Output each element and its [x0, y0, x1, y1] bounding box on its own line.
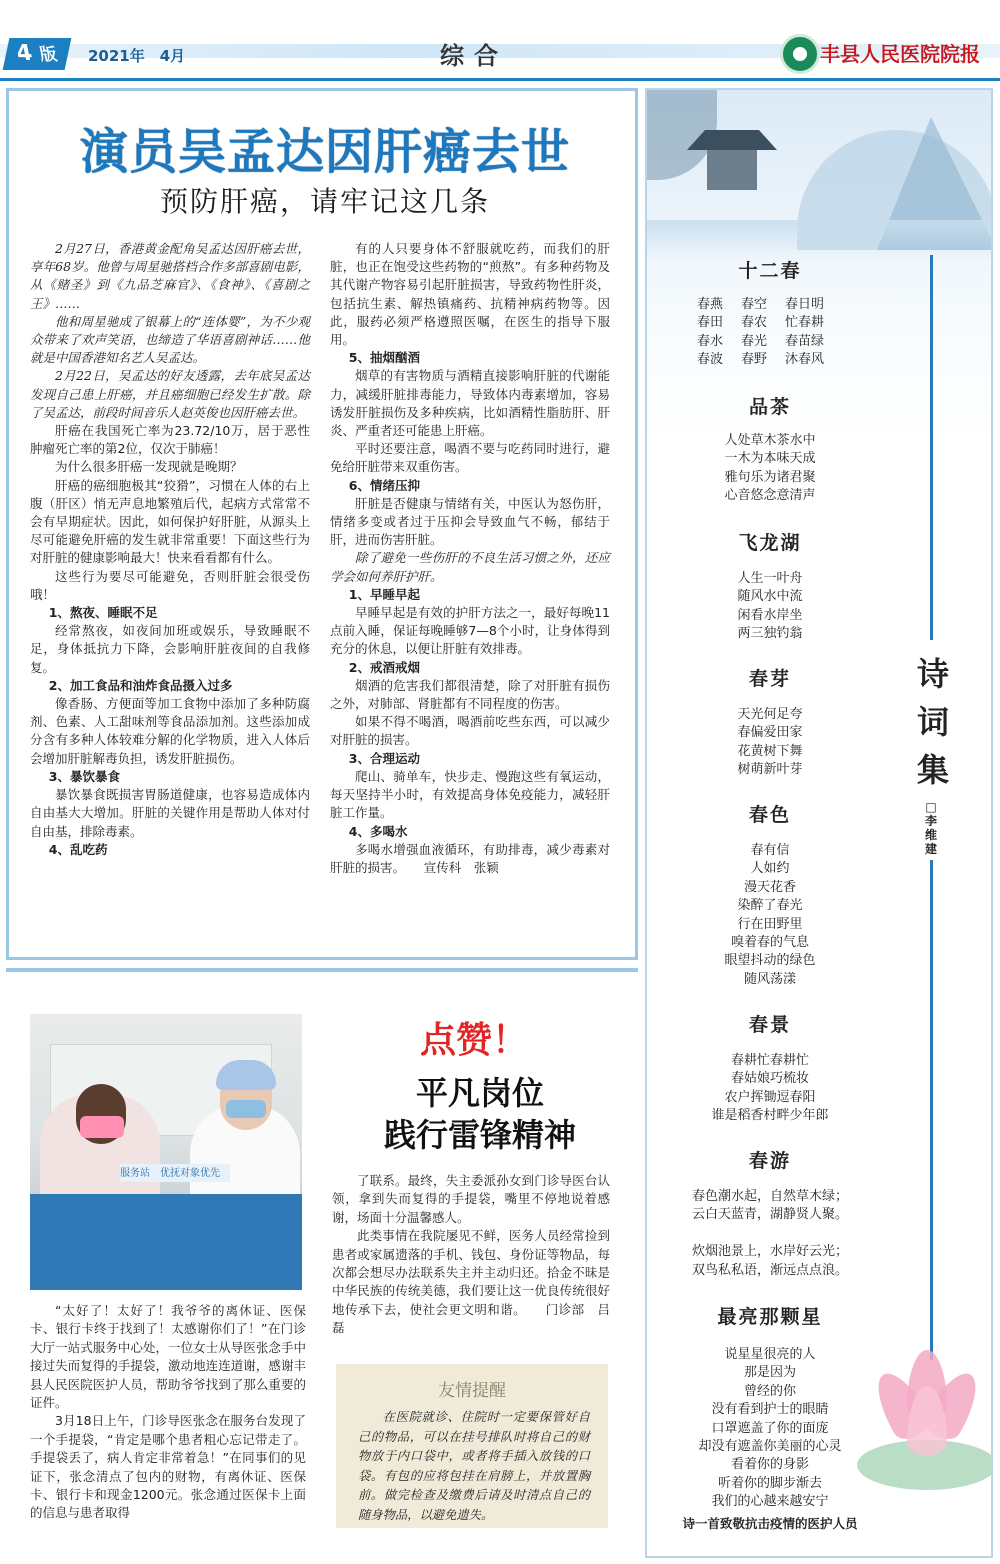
subheading: 1、早睡早起 [348, 586, 420, 602]
paragraph: 2月22日，吴孟达的好友透露，去年底吴孟达发现自己患上肝癌，并且癌细胞已经发生扩散。除了吴孟达，前段时间音乐人赵英俊也因肝癌去世。 [30, 368, 310, 420]
article2-kicker: 点赞！ [420, 1020, 529, 1061]
section-name: 综合 [440, 42, 508, 70]
poem-title: 春芽 [748, 668, 791, 690]
paragraph: 肝癌的癌细胞极其“狡猾”，习惯在人体的右上腹（肝区）悄无声息地繁殖后代，起病方式常常不会有早期症状。因此，如何保护好肝脏，从源头上尽可能避免肝癌的发生就非常重要！下面这些行为对肝脏的健康影响最大！快来看看都有什么。 [30, 477, 310, 566]
poem-line: 雅句乐为诸君聚 [724, 469, 816, 485]
article1-subtitle: 预防肝癌，请牢记这几条 [159, 185, 490, 218]
poem-line: 一木为本味天成 [724, 451, 816, 467]
paragraph: 3月18日上午，门诊导医张念在服务台发现了一个手提袋，“肯定是哪个患者粗心忘记带走了。手提袋丢了，病人肯定非常着急！”在同事们的见证下，张念清点了包内的财物，有离休证、医保卡、银行卡和现金1200元。张念通过医保卡上面的信息与患者取得 [30, 1413, 306, 1521]
article2-title [330, 1072, 630, 1156]
poem-line: 心音悠念意清声 [724, 488, 816, 504]
vertical-rule-top [930, 255, 933, 640]
poem-title: 十二春 [738, 260, 802, 282]
poem-word: 春田 [697, 315, 724, 331]
poem-line: 我们的心越来越安宁 [711, 1494, 829, 1510]
article1-title: 演员吴孟达因肝癌去世 [79, 124, 570, 180]
poem-line: 听着你的脚步渐去 [717, 1475, 822, 1491]
paragraph: 经常熬夜，如夜间加班或娱乐，导致睡眠不足，身体抵抗力下降，会影响肝脏夜间的自我修复。 [30, 623, 310, 675]
article2-column-right [332, 1172, 610, 1338]
subheading: 2、戒酒戒烟 [348, 659, 420, 675]
poem-word: 春水 [697, 333, 724, 349]
subheading: 3、暴饮暴食 [48, 768, 120, 784]
poem-body [647, 1346, 893, 1512]
poem-line: 云白天蓝青，湖静贤人聚。 [691, 1207, 848, 1223]
paragraph: 他和周星驰成了银幕上的“连体婴”，为不少观众带来了欢声笑语，也缔造了华语喜剧神话……他就是中国香港知名艺人吴孟达。 [30, 313, 310, 366]
poem-body [647, 432, 893, 506]
paragraph: 肝癌在我国死亡率为23.72/10万，居于恶性肿瘤死亡率的第2位，仅次于肺癌！ [30, 423, 310, 457]
subheading: 1、熬夜、睡眠不足 [48, 605, 158, 621]
poem-line [697, 333, 847, 351]
poem-line: 漫天花香 [743, 879, 796, 895]
hospital-logo-icon [780, 34, 820, 74]
poem-word: 春农 [741, 315, 768, 331]
friendly-reminder-box [336, 1364, 608, 1528]
poem-word: 春燕 [697, 297, 724, 312]
paragraph: 像香肠、方便面等加工食物中添加了多种防腐剂、色素、人工甜味剂等食品添加剂。这些添加成分含有多种人体较难分解的化学物质，进入人体后会增加肝脏解毒负担，诱发肝脏损伤。 [30, 696, 310, 766]
poem-line: 谁是稻香村畔少年郎 [711, 1108, 829, 1124]
paragraph: 多喝水增强血液循环，有助排毒，减少毒素对肝脏的损害。 宣传科 张颖 [330, 841, 610, 875]
poem-line: 炊烟池景上，水岸好云光； [691, 1244, 848, 1260]
paragraph: 早睡早起是有效的护肝方法之一，最好每晚11点前入睡，保证每晚睡够7—8个小时，让身体得到充分的休息，以便让肝脏有效排毒。 [330, 605, 610, 657]
paragraph: 2月27日，香港黄金配角吴孟达因肝癌去世，享年68岁。他曾与周星驰搭档合作多部喜剧电影，从《赌圣》到《九品芝麻官》、《食神》、《喜剧之王》…… [30, 241, 310, 311]
reminder-title: 友情提醒 [438, 1381, 506, 1401]
poem-line: 春偏爱田家 [737, 725, 803, 741]
subheading: 5、抽烟酗酒 [348, 350, 420, 366]
poem-word: 春苗绿 [785, 333, 825, 349]
poem-line: 天光何足夸 [737, 707, 803, 722]
poetry-column [645, 88, 993, 1558]
subheading: 4、多喝水 [348, 823, 408, 839]
article2-title-line1: 平凡岗位 [415, 1074, 544, 1112]
paragraph: 平时还要注意，喝酒不要与吃药同时进行，避免给肝脏带来双重伤害。 [330, 441, 610, 475]
article2-column-left [30, 1302, 306, 1523]
poem-title: 春景 [748, 1014, 791, 1036]
poem-title: 春色 [748, 804, 791, 826]
poem-line: 眼望抖动的绿色 [724, 953, 816, 969]
poem-line: 人生一叶舟 [737, 571, 803, 586]
poem-word: 春野 [741, 352, 768, 368]
paper-name: 丰县人民医院院报 [820, 42, 980, 66]
poem-line: 闲看水岸坐 [737, 607, 803, 623]
poem-title: 春游 [748, 1150, 791, 1172]
poem-line: 春有信 [750, 843, 790, 858]
poem-line [697, 314, 847, 332]
poem-body [647, 706, 893, 780]
poem-word: 春光 [741, 333, 768, 349]
poem-title: 飞龙湖 [738, 532, 802, 554]
paragraph: 肝脏是否健康与情绪有关，中医认为怒伤肝，情绪多变或者过于压抑会导致血气不畅，郁结于肝，进而伤害肝脏。 [330, 495, 610, 548]
poem-line: 却没有遮盖你美丽的心灵 [698, 1439, 842, 1455]
poem-body [647, 570, 893, 644]
reminder-text: 在医院就诊、住院时一定要保管好自己的物品，可以在挂号排队时将自己的财物放于内口袋中，或者将手插入放钱的口袋。有包的应将包挂在肩膀上，并放置胸前。做完检查及缴费后请及时清点自己的随身物品，以避免遗失。 [358, 1410, 590, 1522]
article1-column-left [30, 240, 310, 859]
article2-title-line2: 践行雷锋精神 [383, 1116, 576, 1154]
paragraph: 烟酒的危害我们都很清楚，除了对肝脏有损伤之外，对肺部、肾脏都有不同程度的伤害。 [330, 677, 610, 712]
poem-word: 春空 [741, 297, 768, 312]
article1-column-right [330, 240, 610, 877]
poem-line: 说星星很亮的人 [724, 1347, 816, 1362]
poem-line: 春色潮水起，自然草木绿； [691, 1189, 848, 1204]
photo-service-counter [30, 1194, 302, 1290]
paragraph: 了联系。最终，失主委派孙女到门诊导医台认领，拿到失而复得的手提袋，嘴里不停地说着感谢，场面十分温馨感人。 [332, 1173, 610, 1225]
poem-line: 双鸟私私语，渐远点点浪。 [691, 1262, 848, 1278]
poem-line: 春姑娘巧梳妆 [730, 1071, 809, 1087]
issue-date: 2021年 4月 [88, 47, 186, 65]
poem-title: 最亮那颗星 [717, 1306, 823, 1328]
subheading: 3、合理运动 [348, 750, 420, 766]
poem-body [697, 296, 847, 370]
paragraph: 这些行为要尽可能避免，否则肝脏会很受伤哦！ [30, 568, 310, 602]
paragraph: 为什么很多肝癌一发现就是晚期？ [55, 459, 243, 475]
poem-title: 品茶 [748, 396, 791, 418]
landscape-illustration [647, 90, 991, 260]
poem-line [697, 351, 847, 369]
poem-word: 忙春耕 [785, 315, 825, 331]
lotus-illustration [867, 1330, 987, 1470]
poem-line: 随风荡漾 [743, 971, 796, 987]
poem-body [647, 1188, 893, 1280]
poem-line: 农户挥锄逗春阳 [724, 1089, 816, 1105]
poem-word: 沐春风 [785, 352, 825, 368]
page-number-tab: 4 版 [3, 38, 72, 70]
paragraph: 如果不得不喝酒，喝酒前吃些东西，可以减少对肝脏的损害。 [330, 714, 610, 748]
poem-line: 染醉了春光 [737, 898, 803, 914]
poem-line: 那是因为 [743, 1365, 796, 1381]
vertical-rule-bottom [930, 860, 933, 1360]
photo-counter-sign: 服务站 优抚对象优先 [120, 1164, 230, 1182]
poem-line: 看着你的身影 [730, 1457, 809, 1473]
poem-line: 树萌新叶芽 [737, 762, 803, 778]
poetry-column-title: 诗词集 [916, 655, 949, 789]
poem-line: 两三独钓翁 [737, 626, 803, 642]
poem-line: 人处草木茶水中 [724, 433, 816, 448]
poem-line: 春耕忙春耕忙 [730, 1053, 809, 1068]
subheading: 6、情绪压抑 [348, 477, 420, 493]
poem-word: 春日明 [785, 297, 825, 312]
subheading: 2、加工食品和油炸食品摄入过多 [48, 677, 233, 693]
poet-byline: □李维建 [924, 800, 937, 856]
paragraph: 暴饮暴食既损害胃肠道健康，也容易造成体内自由基大大增加。肝脏的关键作用是帮助人体对付自由基，排除毒素。 [30, 787, 310, 839]
poem-word: 春波 [697, 352, 724, 368]
paragraph: 此类事情在我院屡见不鲜，医务人员经常捡到患者或家属遗落的手机、钱包、身份证等物品，每次都会想尽办法联系失主并主动归还。拾金不昧是中华民族的传统美德，我们要让这一优良传统很好地传承下去，使社会更文明和谐。 门诊部 吕磊 [332, 1228, 610, 1336]
poem-line: 人如约 [750, 861, 790, 877]
news-photo [30, 1014, 302, 1290]
poem-line: 行在田野里 [737, 916, 803, 932]
poem-line: 没有看到护士的眼睛 [711, 1402, 829, 1418]
subheading: 4、乱吃药 [48, 841, 108, 857]
poem-line: 曾经的你 [743, 1383, 796, 1399]
paragraph: 有的人只要身体不舒服就吃药，而我们的肝脏，也正在饱受这些药物的“煎熬”。有多种药物及其代谢产物容易引起肝脏损害，导致药物性肝炎，包括抗生素、解热镇痛药、抗精神病药物等。因此，服药必须严格遵照医嘱，在医生的指导下服用。 [330, 241, 610, 348]
poem-line [697, 296, 847, 314]
paragraph: 烟草的有害物质与酒精直接影响肝脏的代谢能力，减缓肝脏排毒能力，导致体内毒素增加，容易诱发肝脏损伤及多种疾病，比如酒精性脂肪肝、肝炎、严重者还可能患上肝癌。 [330, 368, 610, 439]
paragraph: 除了避免一些伤肝的不良生活习惯之外，还应学会如何养肝护肝。 [330, 550, 610, 584]
paragraph: “太好了！太好了！我爷爷的离休证、医保卡、银行卡终于找到了！太感谢你们了！”在门诊大厅一站式服务中心处，一位女士从导医张念手中接过失而复得的手提袋，激动地连连道谢，感谢丰县人民医院医护人员，帮助爷爷找到了那么重要的证件。 [30, 1303, 306, 1411]
paragraph: 爬山、骑单车，快步走、慢跑这些有氧运动，每天坚持半小时，有效提高身体免疫能力，减轻肝脏工作量。 [330, 768, 610, 821]
poem-dedication: 诗一首致敬抗击疫情的医护人员 [682, 1516, 858, 1531]
poem-body [647, 842, 893, 989]
poem-line: 花黄树下舞 [737, 743, 803, 759]
poem-line: 口罩遮盖了你的面庞 [711, 1420, 829, 1436]
poem-line [647, 1225, 893, 1243]
masthead-rule [0, 78, 1000, 81]
poem-line: 嗅着春的气息 [730, 935, 809, 951]
poem-line: 随风水中流 [737, 589, 803, 605]
poem-body [647, 1052, 893, 1126]
